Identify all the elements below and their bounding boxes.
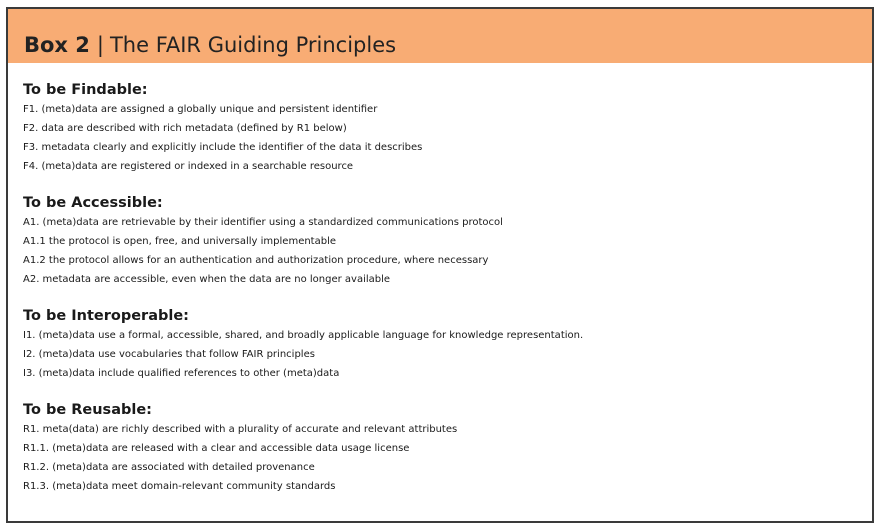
box-content	[8, 63, 872, 496]
box-separator: |	[96, 33, 104, 57]
principle-item: R1. meta(data) are richly described with a plurality of accurate and relevant attributes	[23, 424, 458, 435]
principle-item: R1.1. (meta)data are released with a clear and accessible data usage license	[23, 443, 410, 454]
fair-principles-box	[6, 7, 874, 523]
principle-item: A1.2 the protocol allows for an authentication and authorization procedure, where necessary	[23, 255, 489, 266]
principle-item: A2. metadata are accessible, even when the data are no longer available	[23, 274, 391, 285]
principle-item: A1.1 the protocol is open, free, and universally implementable	[23, 236, 337, 247]
principle-item: F2. data are described with rich metadata (defined by R1 below)	[23, 123, 347, 134]
principle-item: I1. (meta)data use a formal, accessible, shared, and broadly applicable language for knowledge representation.	[23, 330, 584, 341]
principle-item: I3. (meta)data include qualified references to other (meta)data	[23, 368, 340, 379]
section-reusable	[23, 401, 872, 496]
box-header	[8, 9, 872, 63]
section-heading: To be Interoperable:	[23, 308, 189, 324]
principle-item: F1. (meta)data are assigned a globally unique and persistent identifier	[23, 104, 378, 115]
box-label: Box 2	[24, 33, 90, 57]
section-findable	[23, 81, 872, 176]
principle-item: R1.3. (meta)data meet domain-relevant community standards	[23, 481, 336, 492]
section-interoperable	[23, 307, 872, 383]
principle-item: R1.2. (meta)data are associated with detailed provenance	[23, 462, 315, 473]
principle-item: F4. (meta)data are registered or indexed in a searchable resource	[23, 161, 354, 172]
section-heading: To be Findable:	[23, 82, 148, 98]
principle-item: A1. (meta)data are retrievable by their identifier using a standardized communications protocol	[23, 217, 503, 228]
principle-item: I2. (meta)data use vocabularies that follow FAIR principles	[23, 349, 315, 360]
section-accessible	[23, 194, 872, 289]
box-title: The FAIR Guiding Principles	[109, 33, 397, 57]
section-heading: To be Reusable:	[23, 402, 152, 418]
principle-item: F3. metadata clearly and explicitly include the identifier of the data it describes	[23, 142, 423, 153]
section-heading: To be Accessible:	[23, 195, 163, 211]
